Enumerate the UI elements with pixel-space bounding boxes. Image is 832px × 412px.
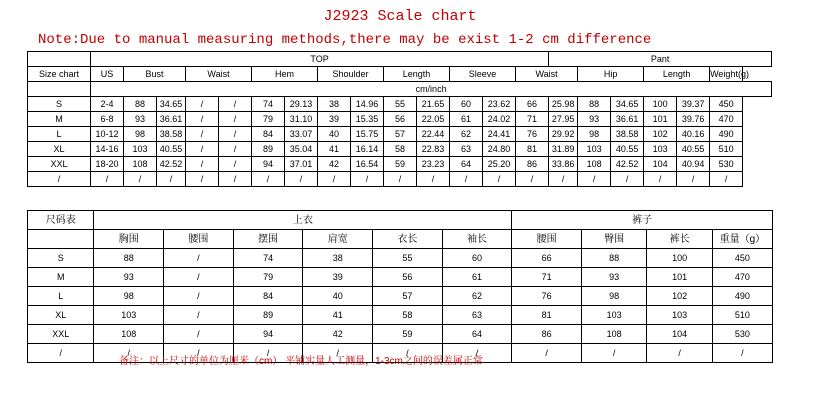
value-cell: / bbox=[285, 172, 318, 187]
value-cell: 34.65 bbox=[157, 97, 186, 112]
value-cell: / bbox=[581, 344, 646, 363]
value-cell: / bbox=[219, 112, 252, 127]
value-cell: 37.01 bbox=[285, 157, 318, 172]
value-cell: 98 bbox=[94, 287, 164, 306]
value-cell: / bbox=[647, 344, 712, 363]
value-cell: 24.41 bbox=[483, 127, 516, 142]
cn-weight-header: 重量（g） bbox=[712, 230, 772, 249]
value-cell: 510 bbox=[712, 306, 772, 325]
value-cell: 93 bbox=[124, 112, 157, 127]
value-cell: 56 bbox=[373, 268, 443, 287]
size-chart-header: Size chart bbox=[28, 67, 91, 82]
value-cell: / bbox=[186, 97, 219, 112]
cn-column-header-row bbox=[28, 230, 773, 249]
value-cell: 81 bbox=[512, 306, 582, 325]
value-cell: 81 bbox=[516, 142, 549, 157]
length-header: Length bbox=[384, 67, 450, 82]
cn-pant-length-header: 裤长 bbox=[647, 230, 712, 249]
value-cell: / bbox=[164, 249, 234, 268]
value-cell: 22.05 bbox=[417, 112, 450, 127]
value-cell: 25.98 bbox=[549, 97, 578, 112]
value-cell: 88 bbox=[581, 249, 646, 268]
value-cell: 88 bbox=[124, 97, 157, 112]
value-cell: / bbox=[219, 142, 252, 157]
value-cell: 103 bbox=[644, 142, 677, 157]
value-cell: 40.55 bbox=[157, 142, 186, 157]
hem-header: Hem bbox=[252, 67, 318, 82]
value-cell: 29.92 bbox=[549, 127, 578, 142]
value-cell: / bbox=[164, 306, 234, 325]
value-cell: 490 bbox=[712, 287, 772, 306]
value-cell: 34.65 bbox=[611, 97, 644, 112]
value-cell: 101 bbox=[647, 268, 712, 287]
blank-cell bbox=[28, 82, 91, 97]
value-cell: 40 bbox=[318, 127, 351, 142]
measurement-note: Note:Due to manual measuring methods,there may be exist 1-2 cm difference bbox=[38, 32, 652, 48]
value-cell: 18-20 bbox=[91, 157, 124, 172]
value-cell: 40 bbox=[303, 287, 373, 306]
value-cell: 35.04 bbox=[285, 142, 318, 157]
value-cell: 38 bbox=[303, 249, 373, 268]
value-cell: 22.83 bbox=[417, 142, 450, 157]
value-cell: 71 bbox=[512, 268, 582, 287]
pant-group-header: Pant bbox=[549, 52, 772, 67]
value-cell: 40.16 bbox=[677, 127, 710, 142]
hip-header: Hip bbox=[578, 67, 644, 82]
group-header-row bbox=[28, 52, 832, 67]
value-cell: / bbox=[712, 344, 772, 363]
value-cell: 84 bbox=[252, 127, 285, 142]
value-cell: 42 bbox=[318, 157, 351, 172]
value-cell: 100 bbox=[647, 249, 712, 268]
waist-header: Waist bbox=[186, 67, 252, 82]
value-cell: 103 bbox=[94, 306, 164, 325]
value-cell: / bbox=[219, 157, 252, 172]
chinese-size-table bbox=[27, 210, 773, 363]
value-cell: 41 bbox=[303, 306, 373, 325]
value-cell: / bbox=[578, 172, 611, 187]
table-row bbox=[28, 306, 773, 325]
value-cell: 15.75 bbox=[351, 127, 384, 142]
value-cell: 64 bbox=[442, 325, 512, 344]
size-cell: M bbox=[28, 268, 94, 287]
value-cell: 86 bbox=[512, 325, 582, 344]
value-cell: 530 bbox=[710, 157, 743, 172]
blank-cell bbox=[28, 230, 94, 249]
footnote: 备注：以上尺寸的单位为厘米（cm） 平铺实量人工测量，1-3cm之间的误差属正常 bbox=[119, 356, 483, 367]
value-cell: 450 bbox=[710, 97, 743, 112]
value-cell: 104 bbox=[647, 325, 712, 344]
value-cell: 470 bbox=[710, 112, 743, 127]
value-cell: / bbox=[252, 172, 285, 187]
table-row bbox=[28, 97, 832, 112]
value-cell: 62 bbox=[450, 127, 483, 142]
size-cell: XXL bbox=[28, 325, 94, 344]
value-cell: 84 bbox=[233, 287, 303, 306]
size-cell: S bbox=[28, 97, 91, 112]
value-cell: 76 bbox=[516, 127, 549, 142]
bust-header: Bust bbox=[124, 67, 186, 82]
value-cell: / bbox=[549, 172, 578, 187]
weight-header: Weight(g) bbox=[710, 67, 743, 82]
value-cell: 74 bbox=[233, 249, 303, 268]
value-cell: / bbox=[219, 97, 252, 112]
value-cell: 66 bbox=[512, 249, 582, 268]
cn-shoulder-header: 肩宽 bbox=[303, 230, 373, 249]
value-cell: 33.07 bbox=[285, 127, 318, 142]
value-cell: / bbox=[384, 172, 417, 187]
value-cell: 27.95 bbox=[549, 112, 578, 127]
column-header-row bbox=[28, 67, 832, 82]
value-cell: 60 bbox=[450, 97, 483, 112]
size-cell: S bbox=[28, 249, 94, 268]
value-cell: 16.14 bbox=[351, 142, 384, 157]
table-row bbox=[28, 157, 832, 172]
value-cell: 510 bbox=[710, 142, 743, 157]
value-cell: 24.80 bbox=[483, 142, 516, 157]
top-group-header: TOP bbox=[91, 52, 549, 67]
sleeve-header: Sleeve bbox=[450, 67, 516, 82]
value-cell: 103 bbox=[578, 142, 611, 157]
value-cell: 58 bbox=[384, 142, 417, 157]
value-cell: / bbox=[186, 157, 219, 172]
value-cell: 88 bbox=[94, 249, 164, 268]
value-cell: 93 bbox=[581, 268, 646, 287]
value-cell: 29.13 bbox=[285, 97, 318, 112]
value-cell: 25.20 bbox=[483, 157, 516, 172]
value-cell: 38 bbox=[318, 97, 351, 112]
value-cell: 63 bbox=[442, 306, 512, 325]
us-header: US bbox=[91, 67, 124, 82]
chinese-table-body bbox=[28, 249, 773, 363]
value-cell: 40.55 bbox=[611, 142, 644, 157]
value-cell: 102 bbox=[644, 127, 677, 142]
table-row bbox=[28, 112, 832, 127]
value-cell: 86 bbox=[516, 157, 549, 172]
size-cell: L bbox=[28, 127, 91, 142]
value-cell: / bbox=[512, 344, 582, 363]
value-cell: 64 bbox=[450, 157, 483, 172]
value-cell: 450 bbox=[712, 249, 772, 268]
value-cell: 10-12 bbox=[91, 127, 124, 142]
value-cell: 74 bbox=[252, 97, 285, 112]
size-cell: XXL bbox=[28, 157, 91, 172]
table-row bbox=[28, 127, 832, 142]
unit-row bbox=[28, 82, 832, 97]
value-cell: / bbox=[219, 172, 252, 187]
value-cell: 31.10 bbox=[285, 112, 318, 127]
value-cell: 58 bbox=[373, 306, 443, 325]
value-cell: 59 bbox=[384, 157, 417, 172]
value-cell: 36.61 bbox=[157, 112, 186, 127]
pant-waist-header: Waist bbox=[516, 67, 578, 82]
table-row bbox=[28, 249, 773, 268]
value-cell: / bbox=[157, 172, 186, 187]
value-cell: / bbox=[373, 344, 443, 363]
value-cell: / bbox=[450, 172, 483, 187]
value-cell: 41 bbox=[318, 142, 351, 157]
value-cell: 66 bbox=[516, 97, 549, 112]
size-cell: M bbox=[28, 112, 91, 127]
cn-size-header: 尺码表 bbox=[28, 211, 94, 230]
value-cell: 76 bbox=[512, 287, 582, 306]
value-cell: / bbox=[164, 325, 234, 344]
value-cell: 14-16 bbox=[91, 142, 124, 157]
value-cell: 60 bbox=[442, 249, 512, 268]
value-cell: 98 bbox=[124, 127, 157, 142]
value-cell: 93 bbox=[94, 268, 164, 287]
cn-hem-header: 摆围 bbox=[233, 230, 303, 249]
value-cell: 56 bbox=[384, 112, 417, 127]
unit-label: cm/inch bbox=[91, 82, 772, 97]
english-table-body bbox=[28, 97, 832, 187]
value-cell: / bbox=[219, 127, 252, 142]
table-row bbox=[28, 287, 773, 306]
pant-length-header: Length bbox=[644, 67, 710, 82]
cn-pant-waist-header: 腰围 bbox=[512, 230, 582, 249]
value-cell: 39.76 bbox=[677, 112, 710, 127]
value-cell: 16.54 bbox=[351, 157, 384, 172]
value-cell: 62 bbox=[442, 287, 512, 306]
value-cell: 61 bbox=[450, 112, 483, 127]
cn-bust-header: 胸围 bbox=[94, 230, 164, 249]
shoulder-header: Shoulder bbox=[318, 67, 384, 82]
value-cell: 89 bbox=[233, 306, 303, 325]
value-cell: 23.62 bbox=[483, 97, 516, 112]
value-cell: / bbox=[164, 268, 234, 287]
value-cell: 6-8 bbox=[91, 112, 124, 127]
value-cell: / bbox=[644, 172, 677, 187]
value-cell: / bbox=[483, 172, 516, 187]
value-cell: 33.86 bbox=[549, 157, 578, 172]
cn-hip-header: 臀围 bbox=[581, 230, 646, 249]
value-cell: 31.89 bbox=[549, 142, 578, 157]
value-cell: 93 bbox=[578, 112, 611, 127]
value-cell: / bbox=[186, 127, 219, 142]
value-cell: 42.52 bbox=[157, 157, 186, 172]
value-cell: 40.94 bbox=[677, 157, 710, 172]
value-cell: 57 bbox=[373, 287, 443, 306]
value-cell: 103 bbox=[124, 142, 157, 157]
value-cell: 79 bbox=[233, 268, 303, 287]
cn-pant-group-header: 裤子 bbox=[512, 211, 773, 230]
value-cell: / bbox=[611, 172, 644, 187]
value-cell: 63 bbox=[450, 142, 483, 157]
value-cell: 470 bbox=[712, 268, 772, 287]
value-cell: 108 bbox=[94, 325, 164, 344]
value-cell: 42 bbox=[303, 325, 373, 344]
value-cell: / bbox=[677, 172, 710, 187]
value-cell: 101 bbox=[644, 112, 677, 127]
value-cell: / bbox=[186, 112, 219, 127]
table-row bbox=[28, 268, 773, 287]
value-cell: 40.55 bbox=[677, 142, 710, 157]
value-cell: 42.52 bbox=[611, 157, 644, 172]
size-cell: / bbox=[28, 172, 91, 187]
value-cell: / bbox=[91, 172, 124, 187]
table-row bbox=[28, 142, 832, 157]
value-cell: 98 bbox=[581, 287, 646, 306]
value-cell: 24.02 bbox=[483, 112, 516, 127]
value-cell: 108 bbox=[581, 325, 646, 344]
table-row bbox=[28, 172, 832, 187]
value-cell: 103 bbox=[647, 306, 712, 325]
value-cell: / bbox=[417, 172, 450, 187]
value-cell: / bbox=[318, 172, 351, 187]
value-cell: 88 bbox=[578, 97, 611, 112]
value-cell: / bbox=[351, 172, 384, 187]
value-cell: 102 bbox=[647, 287, 712, 306]
value-cell: 104 bbox=[644, 157, 677, 172]
cn-length-header: 衣长 bbox=[373, 230, 443, 249]
value-cell: 490 bbox=[710, 127, 743, 142]
value-cell: / bbox=[186, 172, 219, 187]
value-cell: 71 bbox=[516, 112, 549, 127]
value-cell: 530 bbox=[712, 325, 772, 344]
table-row bbox=[28, 325, 773, 344]
value-cell: 36.61 bbox=[611, 112, 644, 127]
value-cell: 100 bbox=[644, 97, 677, 112]
value-cell: / bbox=[516, 172, 549, 187]
value-cell: 39 bbox=[318, 112, 351, 127]
value-cell: / bbox=[710, 172, 743, 187]
value-cell: 23.23 bbox=[417, 157, 450, 172]
value-cell: 79 bbox=[252, 112, 285, 127]
value-cell: / bbox=[303, 344, 373, 363]
size-cell: L bbox=[28, 287, 94, 306]
blank-cell bbox=[28, 52, 91, 67]
value-cell: 39 bbox=[303, 268, 373, 287]
value-cell: 38.58 bbox=[611, 127, 644, 142]
value-cell: 22.44 bbox=[417, 127, 450, 142]
size-cell: XL bbox=[28, 306, 94, 325]
value-cell: / bbox=[233, 344, 303, 363]
chart-title: J2923 Scale chart bbox=[323, 8, 477, 25]
value-cell: 94 bbox=[252, 157, 285, 172]
value-cell: 55 bbox=[373, 249, 443, 268]
value-cell: 103 bbox=[581, 306, 646, 325]
value-cell: 55 bbox=[384, 97, 417, 112]
value-cell: 39.37 bbox=[677, 97, 710, 112]
cn-group-header-row bbox=[28, 211, 773, 230]
value-cell: 89 bbox=[252, 142, 285, 157]
cn-top-group-header: 上衣 bbox=[94, 211, 512, 230]
value-cell: 108 bbox=[124, 157, 157, 172]
value-cell: 94 bbox=[233, 325, 303, 344]
value-cell: / bbox=[124, 172, 157, 187]
english-size-table bbox=[27, 51, 832, 187]
cn-waist-header: 腰围 bbox=[164, 230, 234, 249]
value-cell: 2-4 bbox=[91, 97, 124, 112]
value-cell: 98 bbox=[578, 127, 611, 142]
cn-sleeve-header: 袖长 bbox=[442, 230, 512, 249]
value-cell: 15.35 bbox=[351, 112, 384, 127]
value-cell: / bbox=[164, 344, 234, 363]
value-cell: 61 bbox=[442, 268, 512, 287]
value-cell: 108 bbox=[578, 157, 611, 172]
value-cell: 38.58 bbox=[157, 127, 186, 142]
value-cell: / bbox=[186, 142, 219, 157]
size-cell: XL bbox=[28, 142, 91, 157]
value-cell: / bbox=[164, 287, 234, 306]
value-cell: 59 bbox=[373, 325, 443, 344]
size-cell: / bbox=[28, 344, 94, 363]
value-cell: 57 bbox=[384, 127, 417, 142]
value-cell: 14.96 bbox=[351, 97, 384, 112]
value-cell: / bbox=[442, 344, 512, 363]
value-cell: / bbox=[94, 344, 164, 363]
value-cell: 21.65 bbox=[417, 97, 450, 112]
